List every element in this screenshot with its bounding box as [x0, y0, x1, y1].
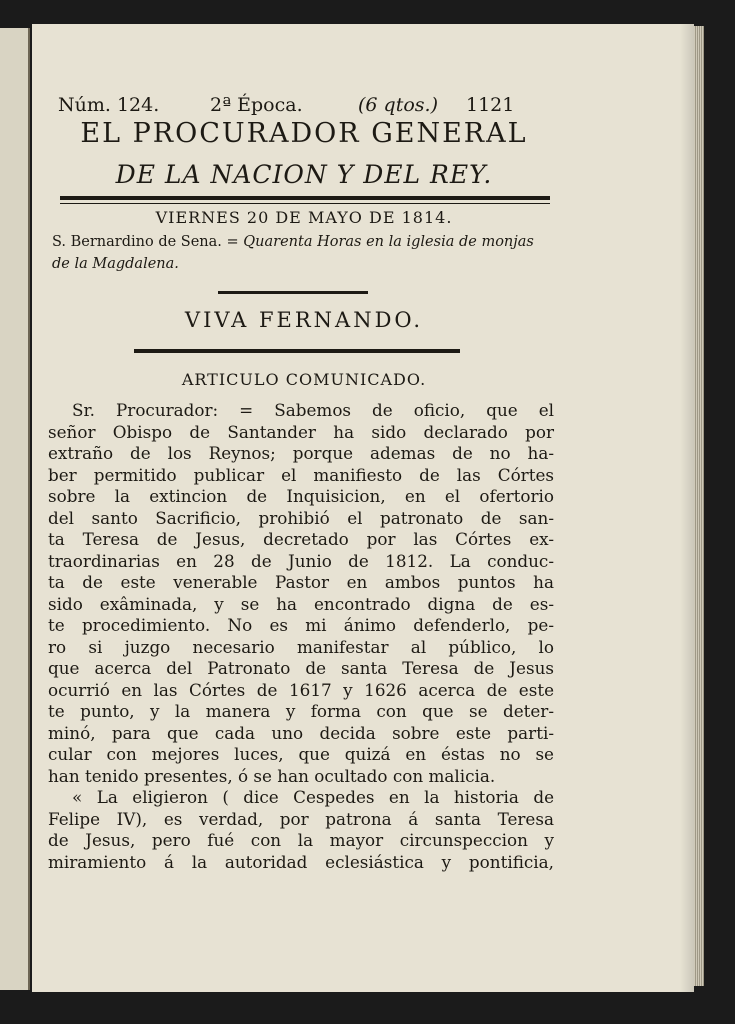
masthead-title: EL PROCURADOR GENERAL — [80, 118, 528, 149]
page-stack-edge — [694, 26, 704, 986]
body-line: extraño de los Reynos; porque ademas de no ha- — [48, 443, 554, 463]
issue-number: Núm. 124. — [58, 94, 160, 116]
dateline: VIERNES 20 DE MAYO DE 1814. — [155, 208, 453, 227]
price-label: (6 qtos.) — [358, 94, 438, 116]
body-line: señor Obispo de Santander ha sido declarado por — [48, 421, 554, 442]
section-title: ARTICULO COMUNICADO. — [181, 370, 427, 389]
body-line: del santo Sacrificio, prohibió el patronato de san- — [48, 507, 554, 528]
saint-note: = Quarenta Horas en la iglesia de monjas de la Magdalena. — [52, 234, 534, 272]
body-line: sobre la extincion de Inquisicion, en el ofertorio — [48, 486, 554, 506]
body-line: te procedimiento. No es mi ánimo defenderlo, pe- — [48, 615, 554, 635]
masthead-subtitle: DE LA NACION Y DEL REY. — [115, 160, 493, 189]
body-line: te punto, y la manera y forma con que se deter- — [48, 701, 554, 721]
body-line: ta de este venerable Pastor en ambos puntos ha — [48, 572, 554, 592]
body-line: han tenido presentes, ó se han ocultado con malicia. — [48, 765, 496, 786]
masthead-rule-thick — [60, 196, 550, 200]
body-line: Felipe IV), es verdad, por patrona á santa Teresa — [48, 808, 554, 829]
body-line: de Jesus, pero fué con la mayor circunspeccion y — [48, 830, 554, 850]
saint-name: S. Bernardino de Sena. — [52, 234, 222, 250]
body-line: miramiento á la autoridad eclesiástica y pontificia, — [48, 851, 554, 872]
body-line: traordinarias en 28 de Junio de 1812. La conduc- — [48, 550, 554, 571]
section-divider — [134, 349, 460, 353]
body-line: ocurrió en las Córtes de 1617 y 1626 acerca de este — [48, 679, 554, 700]
body-line: cular con mejores luces, que quizá en éstas no se — [48, 744, 554, 764]
masthead-rule-thin — [60, 203, 550, 204]
saint-of-day — [52, 231, 552, 275]
body-line: « La eligieron ( dice Cespedes en la historia de — [72, 787, 554, 807]
body-line: ber permitido publicar el manifiesto de las Córtes — [48, 464, 554, 485]
slogan: VIVA FERNANDO. — [184, 308, 424, 332]
article-body — [48, 400, 554, 873]
body-line: ta Teresa de Jesus, decretado por las Córtes ex- — [48, 529, 554, 549]
epoch-label: 2ª Época. — [210, 94, 303, 116]
body-line: ro si juzgo necesario manifestar al público, lo — [48, 636, 554, 657]
facing-page-edge — [0, 28, 30, 990]
gutter-shadow — [680, 24, 694, 992]
page-number: 1121 — [466, 94, 515, 116]
ornament-divider — [218, 291, 368, 294]
body-line: que acerca del Patronato de santa Teresa de Jesus — [48, 658, 554, 678]
body-line: Sr. Procurador: = Sabemos de oficio, que el — [72, 400, 554, 420]
body-line: minó, para que cada uno decida sobre este parti- — [48, 722, 554, 743]
body-line: sido exâminada, y se ha encontrado digna de es- — [48, 593, 554, 614]
